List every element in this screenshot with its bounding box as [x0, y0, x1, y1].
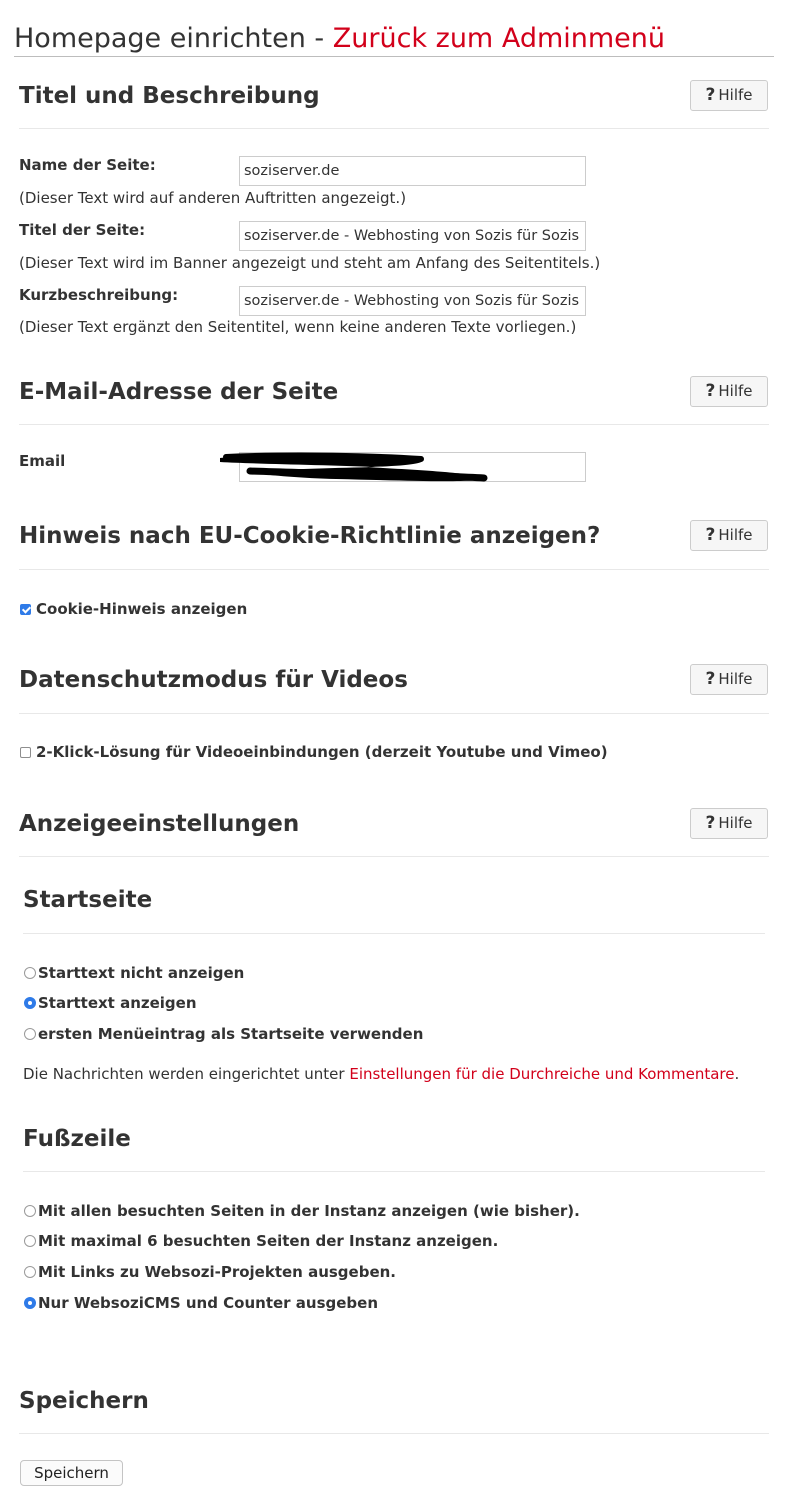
cookie-notice-label: Cookie-Hinweis anzeigen [36, 600, 248, 618]
subsection-heading-homepage: Startseite [23, 887, 153, 913]
help-label: Hilfe [718, 670, 753, 688]
help-label: Hilfe [718, 526, 753, 544]
divider [19, 856, 769, 857]
news-settings-link[interactable]: Einstellungen für die Durchreiche und Kommentare [349, 1065, 735, 1083]
homepage-option-hide-starttext[interactable] [24, 963, 244, 983]
subsection-heading-footer: Fußzeile [23, 1126, 131, 1152]
help-label: Hilfe [718, 814, 753, 832]
short-description-label: Kurzbeschreibung: [19, 286, 179, 304]
footer-option-all-pages[interactable] [24, 1201, 580, 1221]
homepage-option-first-menu-entry[interactable] [24, 1024, 423, 1044]
divider [19, 424, 769, 425]
option-label: ersten Menüeintrag als Startseite verwenden [38, 1025, 424, 1043]
question-mark-icon: ? [705, 813, 716, 833]
divider [19, 128, 769, 129]
site-title-input[interactable] [239, 221, 586, 251]
section-heading-cookie: Hinweis nach EU-Cookie-Richtlinie anzeigen? [19, 523, 601, 549]
email-input[interactable] [239, 452, 586, 482]
help-button-video-privacy[interactable] [690, 664, 768, 695]
site-name-input[interactable] [239, 156, 586, 186]
help-button-title-description[interactable] [690, 80, 768, 111]
back-to-admin-menu-link[interactable]: Zurück zum Adminmenü [332, 23, 666, 54]
homepage-option-show-starttext[interactable] [24, 993, 197, 1013]
page-title [14, 22, 774, 57]
help-label: Hilfe [718, 86, 753, 104]
radio-button[interactable] [24, 1235, 36, 1247]
footer-option-websozi-links[interactable] [24, 1262, 396, 1282]
footer-option-max-six-pages[interactable] [24, 1231, 498, 1251]
site-title-hint: (Dieser Text wird im Banner angezeigt und steht am Anfang des Seitentitels.) [19, 254, 601, 272]
divider [19, 713, 769, 714]
news-settings-info [23, 1064, 739, 1084]
site-name-hint: (Dieser Text wird auf anderen Auftritten angezeigt.) [19, 189, 407, 207]
section-heading-title-description: Titel und Beschreibung [19, 83, 320, 109]
option-label: Mit Links zu Websozi-Projekten ausgeben. [38, 1263, 397, 1281]
cookie-notice-option[interactable] [20, 599, 247, 619]
divider [23, 1171, 765, 1172]
help-button-display-settings[interactable] [690, 808, 768, 839]
help-button-cookie[interactable] [690, 520, 768, 551]
divider [23, 933, 765, 934]
help-label: Hilfe [718, 382, 753, 400]
info-prefix: Die Nachrichten werden eingerichtet unter [23, 1065, 350, 1083]
radio-button[interactable] [24, 1205, 36, 1217]
site-name-label: Name der Seite: [19, 156, 156, 174]
option-label: Starttext nicht anzeigen [38, 964, 245, 982]
section-heading-video-privacy: Datenschutzmodus für Videos [19, 667, 408, 693]
radio-button[interactable] [24, 1028, 36, 1040]
section-heading-display-settings: Anzeigeeinstellungen [19, 811, 300, 837]
option-label: Starttext anzeigen [38, 994, 197, 1012]
two-click-video-option[interactable] [20, 742, 608, 762]
info-suffix: . [734, 1065, 740, 1083]
two-click-video-checkbox[interactable] [20, 747, 31, 758]
two-click-video-label: 2-Klick-Lösung für Videoeinbindungen (derzeit Youtube und Vimeo) [36, 743, 608, 761]
divider [19, 1433, 769, 1434]
site-title-label: Titel der Seite: [19, 221, 146, 239]
page-title-text: Homepage einrichten - [14, 23, 333, 54]
option-label: Nur WebsoziCMS und Counter ausgeben [38, 1294, 379, 1312]
question-mark-icon: ? [705, 669, 716, 689]
email-label: Email [19, 452, 66, 470]
section-heading-save: Speichern [19, 1388, 149, 1414]
question-mark-icon: ? [705, 525, 716, 545]
radio-button-selected[interactable] [24, 1297, 36, 1309]
radio-button-selected[interactable] [24, 997, 36, 1009]
option-label: Mit maximal 6 besuchten Seiten der Instanz anzeigen. [38, 1232, 499, 1250]
section-heading-email: E-Mail-Adresse der Seite [19, 379, 339, 405]
footer-option-cms-and-counter[interactable] [24, 1293, 378, 1313]
help-button-email[interactable] [690, 376, 768, 407]
cookie-notice-checkbox[interactable] [20, 604, 31, 615]
divider [19, 569, 769, 570]
save-button[interactable]: Speichern [20, 1460, 123, 1486]
short-description-input[interactable] [239, 286, 586, 316]
radio-button[interactable] [24, 967, 36, 979]
question-mark-icon: ? [705, 381, 716, 401]
short-description-hint: (Dieser Text ergänzt den Seitentitel, wenn keine anderen Texte vorliegen.) [19, 318, 577, 336]
question-mark-icon: ? [705, 85, 716, 105]
option-label: Mit allen besuchten Seiten in der Instanz anzeigen (wie bisher). [38, 1202, 580, 1220]
radio-button[interactable] [24, 1266, 36, 1278]
